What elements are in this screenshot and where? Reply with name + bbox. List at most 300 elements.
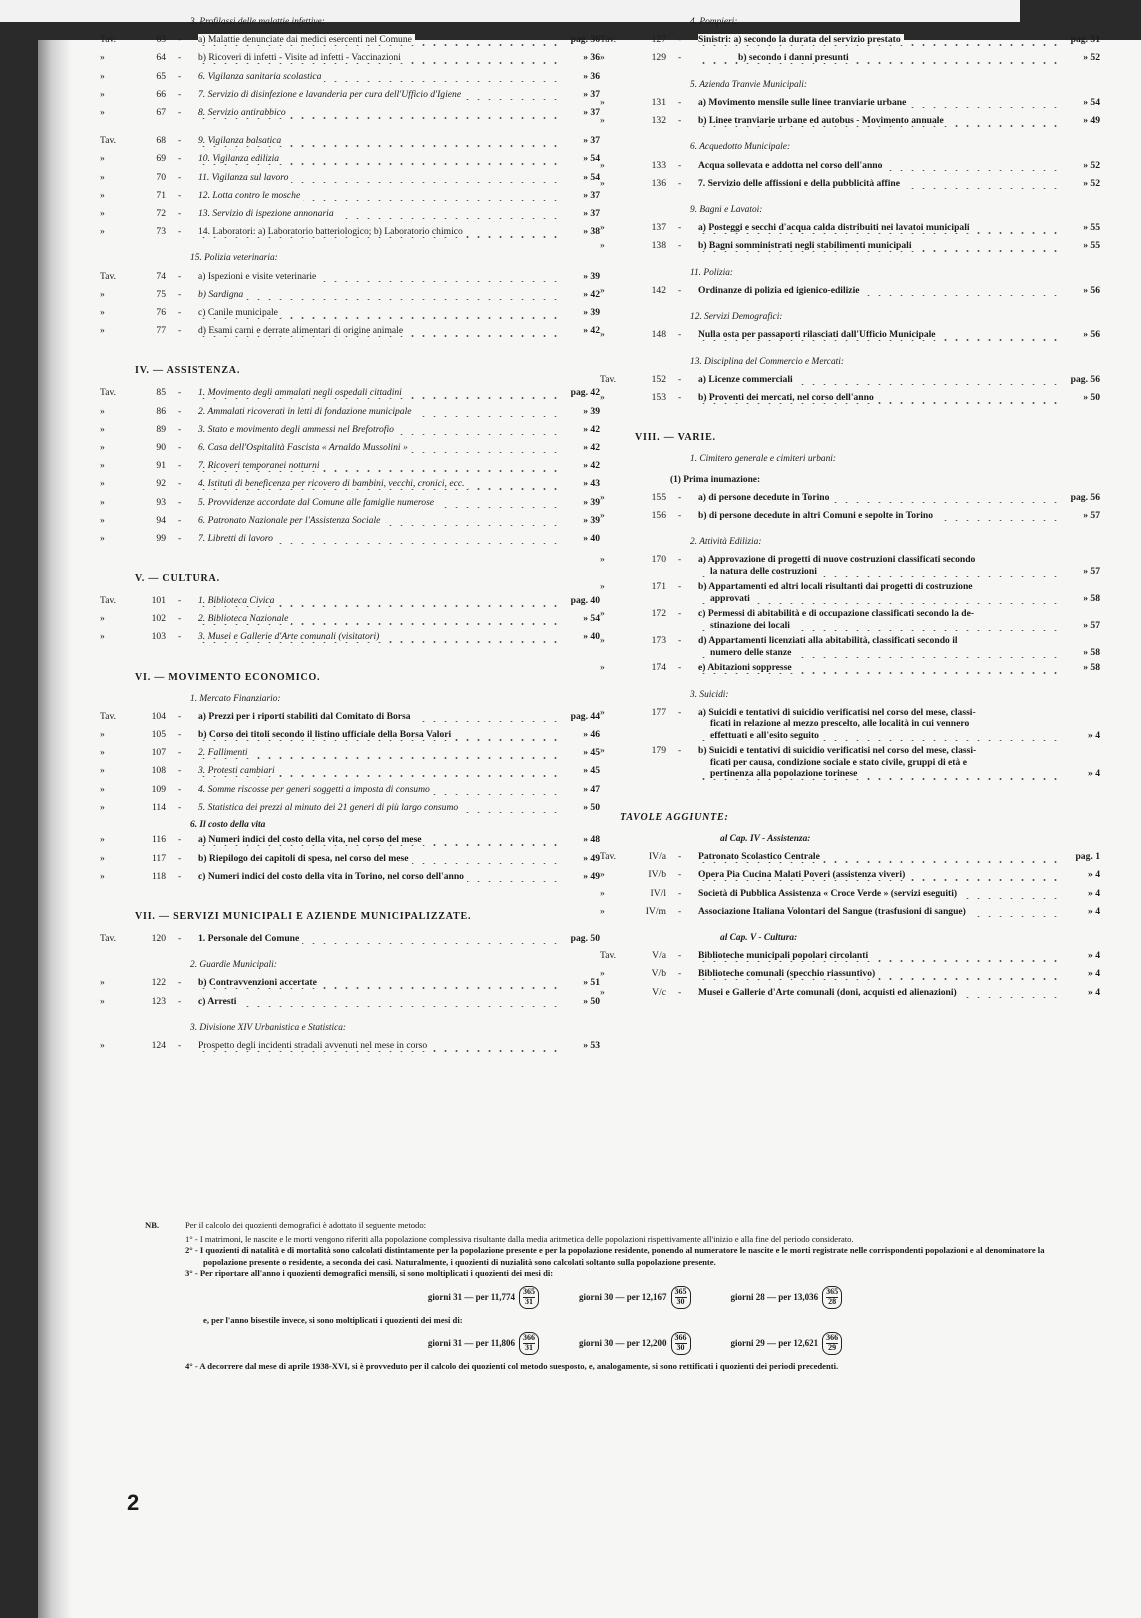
- table-number: 75: [156, 288, 166, 300]
- index-entry: [600, 285, 1100, 303]
- entry-title: [198, 406, 558, 418]
- entry-title-line: [698, 620, 1058, 632]
- entry-title-text: b) Corso dei titoli secondo il listino ufficiale della Borsa Valori: [198, 729, 454, 740]
- page-reference: pag. 42: [570, 387, 600, 399]
- entry-title: [198, 802, 558, 814]
- entry-title: [698, 392, 1058, 404]
- formula-label: giorni 31 — per 11,774: [427, 1292, 515, 1303]
- subsection-heading: 15. Polizia veterinaria:: [190, 253, 278, 264]
- entry-title: [698, 240, 1058, 252]
- table-prefix: »: [600, 115, 605, 127]
- entry-dash: -: [678, 491, 682, 503]
- page-reference: » 4: [1088, 869, 1100, 881]
- entry-title-text: a) Suicidi e tentativi di suicidio verificatisi nel corso del mese, classi-: [698, 707, 979, 718]
- entry-dash: -: [178, 405, 182, 417]
- entry-title-text: 7. Libretti di lavoro: [198, 533, 276, 544]
- entry-dash: -: [178, 423, 182, 435]
- table-number: 64: [156, 52, 166, 64]
- entry-dash: -: [678, 869, 682, 881]
- entry-title-text: Biblioteche comunali (specchio riassuntivo): [698, 968, 878, 979]
- fraction-denominator: 30: [676, 1296, 685, 1306]
- table-number: 172: [651, 608, 666, 620]
- formula-regular-year: [185, 1286, 1085, 1309]
- index-entry: [100, 933, 600, 951]
- table-number: IV/a: [648, 851, 666, 863]
- page-reference: » 50: [1083, 392, 1100, 404]
- page-reference: » 42: [583, 288, 600, 300]
- formula-leap-year: [185, 1332, 1085, 1355]
- entry-dash: -: [178, 34, 182, 46]
- entry-title-line: [698, 745, 1058, 757]
- index-entry: [600, 222, 1100, 240]
- table-number: 179: [651, 745, 666, 757]
- table-number: 116: [151, 834, 166, 846]
- page-reference: » 57: [1083, 509, 1100, 521]
- entry-dash: -: [178, 514, 182, 526]
- entry-title-line: [698, 635, 1058, 647]
- table-prefix: »: [100, 405, 105, 417]
- entry-title-text: b) Riepilogo dei capitoli di spesa, nel corso del mese: [198, 853, 412, 864]
- entry-title-text: 3. Musei e Gallerie d'Arte comunali (visitatori): [198, 631, 382, 642]
- table-number: 152: [651, 373, 666, 385]
- index-entry: [600, 888, 1100, 906]
- subsection-heading: 3. Profilassi delle malattie infettive:: [190, 17, 325, 27]
- table-number: 114: [151, 801, 166, 813]
- table-number: 67: [156, 107, 166, 119]
- table-number: V/b: [651, 968, 666, 980]
- table-prefix: »: [100, 70, 105, 82]
- table-prefix: »: [100, 423, 105, 435]
- table-number: 70: [156, 171, 166, 183]
- subsection-heading: 5. Azienda Tranvie Municipali:: [690, 79, 808, 90]
- index-entry: [100, 34, 600, 52]
- page-reference: » 39: [583, 405, 600, 417]
- index-entry: [100, 834, 600, 852]
- fraction-numerator: 365: [826, 1286, 839, 1296]
- entry-title-text: a) Ispezioni e visite veterinarie: [198, 271, 319, 282]
- index-entry: [100, 784, 600, 802]
- page-reference: » 4: [1088, 950, 1100, 962]
- index-entry: [100, 747, 600, 765]
- table-prefix: »: [100, 226, 105, 238]
- entry-title-text: Nulla osta per passaporti rilasciati dall'Ufficio Municipale: [698, 329, 939, 340]
- index-entry: [600, 608, 1100, 631]
- fraction-numerator: 365: [522, 1286, 535, 1296]
- table-prefix: »: [600, 554, 605, 566]
- page-reference: » 53: [583, 1040, 600, 1051]
- entry-title-text: 4. Somme riscosse per generi soggetti a imposta di consumo: [198, 784, 433, 795]
- entry-title: [198, 271, 558, 283]
- entry-title-text: stinazione dei locali: [710, 620, 793, 631]
- table-prefix: »: [600, 986, 605, 998]
- entry-dash: -: [678, 851, 682, 863]
- formula-term: [579, 1332, 691, 1355]
- table-prefix: »: [100, 870, 105, 882]
- entry-dash: -: [178, 801, 182, 813]
- page-reference: » 40: [583, 532, 600, 544]
- table-prefix: Tav.: [100, 932, 117, 944]
- page-reference: » 51: [583, 977, 600, 989]
- table-number: 118: [151, 870, 166, 882]
- table-prefix: »: [100, 783, 105, 795]
- entry-dash: -: [678, 392, 682, 404]
- index-entry: [100, 853, 600, 871]
- table-prefix: »: [600, 392, 605, 404]
- fraction-denominator: 31: [524, 1342, 533, 1352]
- index-entry: [100, 1040, 600, 1058]
- subsection-heading: 1. Mercato Finanziario:: [190, 693, 281, 704]
- entry-title: [698, 222, 1058, 234]
- page-reference: » 54: [1083, 96, 1100, 108]
- table-number: IV/b: [648, 869, 666, 881]
- table-prefix: Tav.: [100, 710, 117, 722]
- table-number: 109: [151, 783, 166, 795]
- index-entry: [100, 478, 600, 496]
- entry-title: [198, 89, 558, 101]
- entry-dash: -: [678, 968, 682, 980]
- table-prefix: »: [100, 478, 105, 490]
- page-reference: » 58: [1083, 662, 1100, 674]
- index-entry: [600, 745, 1100, 780]
- note-item-2: 2° - I quozienti di natalità e di mortalità sono calcolati distintamente per la popolazione presente e per la popolazione residente, ponendo al numeratore le nascite e le morti registrate nelle corrispondenti popolazioni e al denominatore la popolazione presente o residente, a seconda dei casi. Naturalmente, i quozienti di nuzialità sono calcolati soltanto sulla popolazione presente.: [185, 1245, 1045, 1267]
- section-heading: VIII. — VARIE.: [635, 432, 716, 444]
- table-number: 156: [651, 509, 666, 521]
- table-prefix: Tav.: [100, 270, 117, 282]
- entry-title: [698, 906, 1058, 918]
- entry-title: [698, 178, 1058, 190]
- index-entry: [600, 392, 1100, 410]
- table-number: 77: [156, 325, 166, 337]
- table-prefix: »: [100, 52, 105, 64]
- entry-title-text: 13. Servizio di ispezione annonaria: [198, 208, 337, 219]
- subsection-heading: 12. Servizi Demografici:: [690, 312, 783, 323]
- subsection-heading: 9. Bagni e Lavatoi:: [690, 204, 763, 215]
- index-entry: [100, 515, 600, 533]
- subsection-heading: 11. Polizia:: [690, 267, 734, 278]
- table-number: 129: [651, 52, 666, 64]
- table-prefix: »: [100, 729, 105, 741]
- entry-title-line: [698, 757, 1058, 769]
- page-reference: » 56: [1083, 329, 1100, 341]
- entry-dash: -: [178, 532, 182, 544]
- entry-title: [198, 834, 558, 846]
- table-number: IV/l: [650, 887, 666, 899]
- index-entry: [100, 424, 600, 442]
- page-reference: » 55: [1083, 240, 1100, 252]
- table-number: 71: [156, 189, 166, 201]
- index-entry: [100, 533, 600, 551]
- table-number: 155: [651, 491, 666, 503]
- table-prefix: »: [600, 509, 605, 521]
- table-prefix: »: [100, 1040, 105, 1051]
- index-entry: [100, 387, 600, 405]
- table-prefix: »: [600, 96, 605, 108]
- entry-title: [698, 851, 1058, 863]
- table-number: 124: [151, 1040, 166, 1051]
- entry-title-text: b) Ricoveri di infetti - Visite ad infetti - Vaccinazioni: [198, 52, 404, 63]
- entry-dash: -: [678, 905, 682, 917]
- entry-title-text: 10. Vigilanza edilizia: [198, 153, 282, 164]
- entry-title: [198, 747, 558, 759]
- note-label: NB.: [145, 1220, 160, 1230]
- page-reference: pag. 56: [1070, 491, 1100, 503]
- entry-dash: -: [178, 307, 182, 318]
- page-reference: » 42: [583, 460, 600, 472]
- table-prefix: »: [600, 491, 605, 503]
- table-number: 132: [651, 115, 666, 127]
- subsection-heading: al Cap. IV - Assistenza:: [720, 833, 811, 844]
- entry-title-text: a) Posteggi e secchi d'acqua calda distribuiti nei lavatoi municipali: [698, 222, 973, 233]
- entry-title-text: Patronato Scolastico Centrale: [698, 851, 823, 862]
- page-reference: » 49: [583, 870, 600, 882]
- entry-dash: -: [178, 1040, 182, 1051]
- entry-dash: -: [178, 207, 182, 219]
- entry-title: [198, 853, 558, 865]
- entry-title-text: Biblioteche municipali popolari circolanti: [698, 950, 871, 961]
- entry-title-line: [698, 566, 1058, 578]
- entry-title: [698, 329, 1058, 341]
- index-entry: [100, 325, 600, 343]
- index-entry: [600, 635, 1100, 658]
- entry-title-text: 4. Istituti di beneficenza per ricovero di bambini, vecchi, cronici, ecc.: [198, 478, 468, 489]
- table-prefix: »: [600, 284, 605, 296]
- table-prefix: »: [100, 288, 105, 300]
- entry-title: [198, 153, 558, 165]
- entry-dash: -: [678, 159, 682, 171]
- index-entry: [100, 996, 600, 1014]
- index-entry: [100, 71, 600, 89]
- page-reference: » 52: [1083, 52, 1100, 64]
- index-entry: [100, 595, 600, 613]
- formula-fraction: [822, 1286, 842, 1309]
- entry-title-text: 6. Patronato Nazionale per l'Assistenza Sociale: [198, 515, 383, 526]
- table-number: 127: [651, 34, 666, 46]
- table-prefix: Tav.: [600, 373, 617, 385]
- page-reference: » 37: [583, 107, 600, 119]
- page-reference: pag. 50: [570, 932, 600, 944]
- entry-title: [698, 608, 1058, 631]
- entry-title-text: 14. Laboratori: a) Laboratorio batteriologico; b) Laboratorio chimico: [198, 226, 466, 237]
- entry-dash: -: [178, 765, 182, 777]
- table-number: 65: [156, 70, 166, 82]
- entry-title: [198, 307, 558, 319]
- index-entry: [600, 492, 1100, 510]
- page-reference: » 39: [583, 514, 600, 526]
- page-reference: » 54: [583, 171, 600, 183]
- formula-fraction: [519, 1332, 539, 1355]
- entry-dash: -: [178, 325, 182, 337]
- index-entry: [100, 442, 600, 460]
- page-reference: » 55: [1083, 222, 1100, 234]
- table-prefix: »: [600, 968, 605, 980]
- page-reference: » 50: [583, 801, 600, 813]
- entry-title-line: [698, 768, 1058, 780]
- subsection-heading: 3. Divisione XIV Urbanistica e Statistica:: [190, 1022, 347, 1033]
- table-number: 173: [651, 635, 666, 647]
- table-prefix: »: [100, 613, 105, 625]
- page-reference: pag. 1: [1075, 851, 1100, 863]
- entry-title-text: b) Suicidi e tentativi di suicidio verificatisi nel corso del mese, classi-: [698, 745, 979, 756]
- table-number: 85: [156, 387, 166, 399]
- table-number: 137: [651, 222, 666, 234]
- entry-title-line: [698, 608, 1058, 620]
- entry-title-text: e) Abitazioni soppresse: [698, 662, 795, 673]
- index-entry: [100, 208, 600, 226]
- fraction-numerator: 366: [674, 1333, 687, 1343]
- index-entry: [600, 329, 1100, 347]
- entry-title-text: b) Appartamenti ed altri locali risultanti dai progetti di costruzione: [698, 581, 976, 592]
- entry-title-line: [698, 581, 1058, 593]
- entry-dash: -: [178, 107, 182, 119]
- page-reference: » 42: [583, 423, 600, 435]
- entry-title: [198, 387, 558, 399]
- table-number: 142: [651, 284, 666, 296]
- page-reference: » 39: [583, 270, 600, 282]
- table-prefix: »: [100, 207, 105, 219]
- index-entry: [100, 460, 600, 478]
- table-number: IV/m: [645, 905, 666, 917]
- subsection-heading: 13. Disciplina del Commercio e Mercati:: [690, 356, 844, 367]
- entry-dash: -: [178, 460, 182, 472]
- table-number: 123: [151, 995, 166, 1007]
- index-entry: [100, 172, 600, 190]
- formula-term: [579, 1286, 691, 1309]
- table-prefix: »: [100, 189, 105, 201]
- entry-title: [698, 34, 1058, 46]
- subsection-heading: 1. Cimitero generale e cimiteri urbani:: [690, 454, 836, 465]
- entry-title: [198, 711, 558, 723]
- entry-dash: -: [678, 554, 682, 566]
- index-entry: [600, 950, 1100, 968]
- table-number: 108: [151, 765, 166, 777]
- entry-title-text: b) Sardigna: [198, 289, 246, 300]
- table-prefix: »: [600, 706, 605, 718]
- index-entry: [100, 613, 600, 631]
- page-reference: » 58: [1083, 592, 1100, 604]
- index-entry: [600, 510, 1100, 528]
- table-prefix: Tav.: [600, 34, 617, 46]
- table-prefix: »: [100, 460, 105, 472]
- entry-dash: -: [178, 852, 182, 864]
- entry-title: [698, 510, 1058, 522]
- table-prefix: »: [100, 514, 105, 526]
- entry-title: [698, 869, 1058, 881]
- table-number: 66: [156, 88, 166, 100]
- page-reference: » 46: [583, 729, 600, 741]
- index-entry: [100, 802, 600, 820]
- formula-fraction: [671, 1286, 691, 1309]
- table-number: 174: [651, 662, 666, 674]
- table-number: 73: [156, 226, 166, 238]
- note-item-1: 1° - I matrimoni, le nascite e le morti vengono riferiti alla popolazione complessiva risultante dalla media aritmetica delle popolazioni rispettivamente all'inizio e alla fine del periodo considerato.: [185, 1233, 854, 1244]
- entry-dash: -: [178, 52, 182, 64]
- entry-dash: -: [178, 870, 182, 882]
- formula-fraction: [671, 1332, 691, 1355]
- page-reference: » 43: [583, 478, 600, 490]
- table-number: V/a: [652, 950, 666, 962]
- formula-term: [731, 1286, 843, 1309]
- index-entry: [600, 581, 1100, 604]
- page-reference: » 37: [583, 88, 600, 100]
- entry-dash: -: [178, 441, 182, 453]
- index-entry: [600, 240, 1100, 258]
- formula-term: [731, 1332, 843, 1355]
- table-prefix: Tav.: [600, 851, 617, 863]
- table-prefix: »: [100, 631, 105, 643]
- index-entry: [100, 226, 600, 244]
- table-prefix: »: [100, 532, 105, 544]
- entry-title-text: d) Esami carni e derrate alimentari di origine animale: [198, 325, 406, 336]
- table-number: 63: [156, 34, 166, 46]
- index-entry: [600, 554, 1100, 577]
- table-prefix: »: [600, 581, 605, 593]
- table-prefix: »: [600, 608, 605, 620]
- entry-dash: -: [678, 706, 682, 718]
- entry-title-text: b) Bagni somministrati negli stabilimenti municipali: [698, 240, 914, 251]
- formula-label: giorni 28 — per 13,036: [730, 1292, 819, 1303]
- page-reference: » 4: [1088, 729, 1100, 741]
- entry-dash: -: [678, 373, 682, 385]
- entry-title: [198, 784, 558, 796]
- table-prefix: »: [100, 325, 105, 337]
- entry-title: [698, 492, 1058, 504]
- page-reference: » 37: [583, 135, 600, 147]
- page-reference: » 58: [1083, 646, 1100, 658]
- entry-dash: -: [678, 986, 682, 998]
- subsection-heading: 4. Pompieri:: [690, 17, 738, 27]
- index-entry: [100, 729, 600, 747]
- table-number: 102: [151, 613, 166, 625]
- fraction-denominator: 28: [828, 1296, 837, 1306]
- index-column-right: [600, 8, 1100, 1005]
- entry-title-text: b) Contravvenzioni accertate: [198, 977, 320, 988]
- entry-dash: -: [678, 662, 682, 674]
- page-reference: » 56: [1083, 284, 1100, 296]
- entry-title-text: a) di persone decedute in Torino: [698, 492, 832, 503]
- entry-dash: -: [678, 96, 682, 108]
- page-reference: » 48: [583, 834, 600, 846]
- index-entry: [100, 406, 600, 424]
- formula-label: giorni 30 — per 12,167: [578, 1292, 667, 1303]
- entry-dash: -: [178, 226, 182, 238]
- entry-title: [698, 987, 1058, 999]
- entry-title-text: a) Numeri indici del costo della vita, nel corso del mese: [198, 834, 425, 845]
- index-entry: [600, 97, 1100, 115]
- entry-title: [698, 888, 1058, 900]
- entry-title-text: a) Malattie denunciate dai medici esercenti nel Comune: [198, 34, 415, 45]
- entry-title-text: a) Approvazione di progetti di nuove costruzioni classificati secondo: [698, 554, 978, 565]
- entry-title: [698, 745, 1058, 780]
- formula-fraction: [519, 1286, 539, 1309]
- section-heading: VI. — MOVIMENTO ECONOMICO.: [135, 671, 321, 683]
- entry-title: [198, 71, 558, 83]
- table-prefix: »: [600, 159, 605, 171]
- page-reference: » 36: [583, 52, 600, 64]
- index-entry: [100, 711, 600, 729]
- entry-title-line: [698, 554, 1058, 566]
- page-reference: » 49: [1083, 115, 1100, 127]
- index-entry: [600, 160, 1100, 178]
- entry-dash: -: [178, 710, 182, 722]
- table-number: 133: [651, 159, 666, 171]
- table-prefix: »: [100, 88, 105, 100]
- entry-title: [698, 968, 1058, 980]
- entry-title-text: effettuati e all'esito seguito: [710, 730, 822, 741]
- entry-dash: -: [678, 177, 682, 189]
- entry-title: [198, 533, 558, 545]
- entry-title-text: c) Numeri indici del costo della vita in Torino, nel corso dell'anno: [198, 871, 467, 882]
- page-reference: » 45: [583, 747, 600, 759]
